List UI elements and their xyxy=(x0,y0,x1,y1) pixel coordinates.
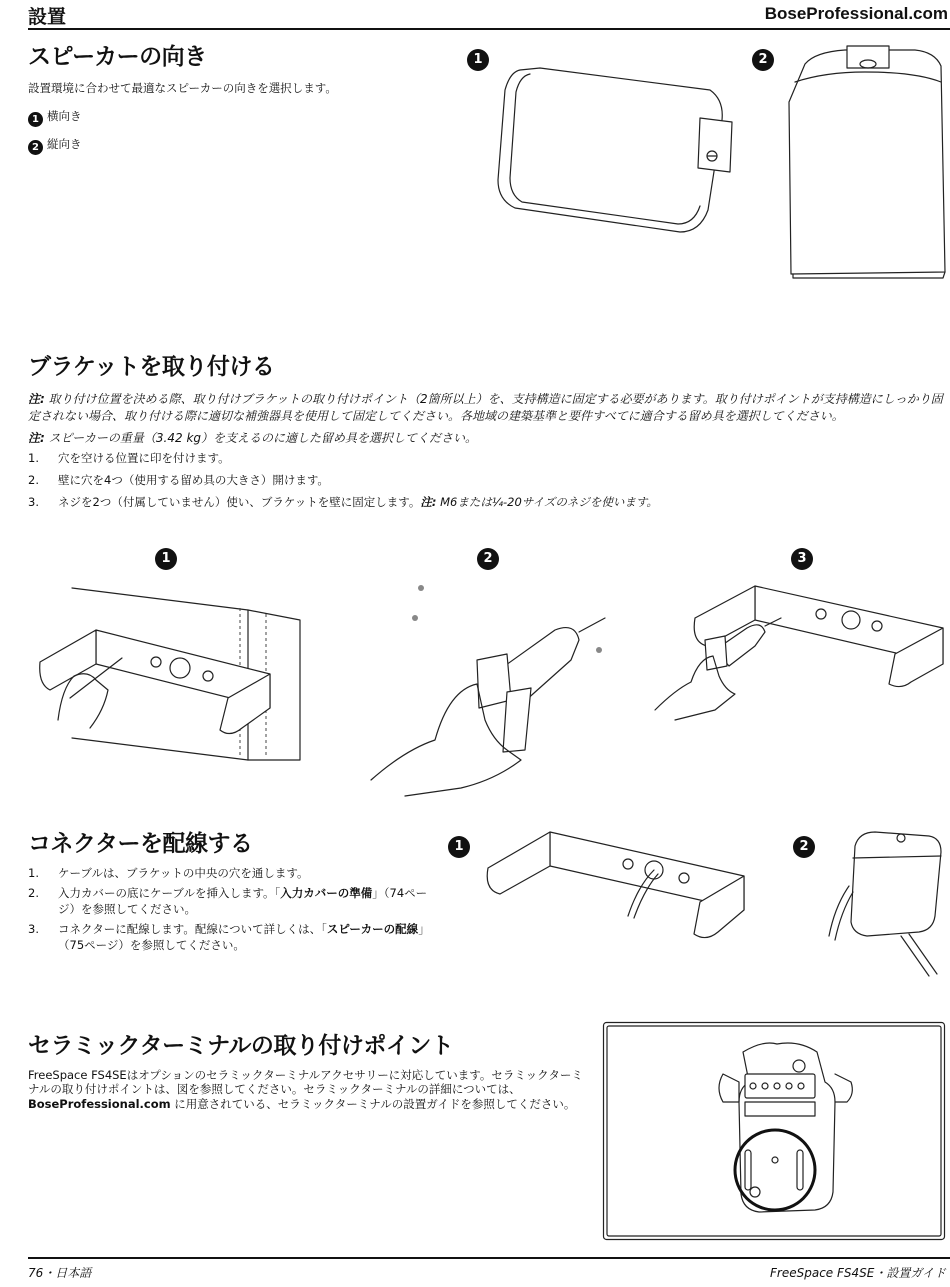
speaker-horizontal-illustration xyxy=(490,60,750,240)
fasten-bracket-illustration xyxy=(655,580,950,740)
header-rule xyxy=(28,28,950,30)
note-text: 取り付け位置を決める際、取り付けブラケットの取り付けポイント（2箇所以上）を、支持構造に固定する必要があります。取り付けポイントが支持構造にしっかり固定されない場合、取り付ける際に適切な補強器具を使用して固定してください。各地域の建築基準と要件すべてに適合する留め具を選択してください。 xyxy=(28,392,943,424)
step-text-wrap xyxy=(58,495,658,511)
bracket-step-2 xyxy=(28,473,928,491)
input-cover-illustration xyxy=(825,826,950,986)
ceramic-heading: セラミックターミナルの取り付けポイント xyxy=(28,1033,454,1059)
orientation-item-label: 縦向き xyxy=(47,137,82,151)
step-text-wrap xyxy=(58,886,438,917)
ceramic-text: FreeSpace FS4SEはオプションのセラミックターミナルアクセサリーに対応しています。セラミックターミナルの取り付けポイントは、図を参照してください。セラミックターミナルの詳細については、 xyxy=(28,1068,583,1097)
wiring-step-2 xyxy=(28,886,438,920)
ceramic-site-link: BoseProfessional.com xyxy=(28,1096,171,1111)
note-text: スピーカーの重量（3.42 kg）を支えるのに適した留め具を選択してください。 xyxy=(44,431,478,445)
footer-rule xyxy=(28,1257,950,1259)
orientation-item-label: 横向き xyxy=(47,109,82,123)
step-number: 2. xyxy=(28,473,39,487)
ceramic-description xyxy=(28,1068,593,1111)
step-text: 穴を空ける位置に印を付けます。 xyxy=(58,451,230,465)
ceramic-text: に用意されている、セラミックターミナルの設置ガイドを参照してください。 xyxy=(170,1096,576,1111)
mark-holes-illustration xyxy=(30,580,310,770)
step-number: 1. xyxy=(28,451,39,465)
bracket-heading: ブラケットを取り付ける xyxy=(28,354,275,380)
figure-number-badge: 1 xyxy=(448,836,470,858)
note-label: 注: xyxy=(420,495,437,509)
step-text-wrap xyxy=(58,922,438,953)
step-text: ケーブルは、ブラケットの中央の穴を通します。 xyxy=(58,866,309,880)
wiring-heading: コネクターを配線する xyxy=(28,831,253,857)
step-text: 壁に穴を4つ（使用する留め具の大きさ）開けます。 xyxy=(58,473,329,487)
orientation-heading: スピーカーの向き xyxy=(28,44,207,70)
document-title: FreeSpace FS4SE・設置ガイド xyxy=(770,1266,946,1280)
cable-through-bracket-illustration xyxy=(478,826,768,956)
bracket-note-2 xyxy=(28,430,946,447)
step-number-badge: 2 xyxy=(28,140,43,155)
section-title: 設置 xyxy=(28,6,67,28)
step-number: 2. xyxy=(28,886,39,900)
step-text: 入力カバーの底にケーブルを挿入します。「 xyxy=(58,886,281,900)
step-text: 」（75ページ）を参照してください。 xyxy=(58,922,430,952)
figure-number-badge: 1 xyxy=(155,548,177,570)
figure-number-badge: 3 xyxy=(791,548,813,570)
bracket-step-1 xyxy=(28,451,928,469)
step-link: スピーカーの配線 xyxy=(326,922,419,936)
orientation-item-2 xyxy=(28,136,82,155)
site-name: BoseProfessional.com xyxy=(764,4,948,23)
figure-number-badge: 1 xyxy=(467,49,489,71)
step-number: 3. xyxy=(28,922,39,936)
note-label: 注: xyxy=(28,392,45,406)
wiring-step-3 xyxy=(28,922,438,956)
wiring-step-1 xyxy=(28,866,438,884)
figure-number-badge: 2 xyxy=(793,836,815,858)
step-text: 」（74ページ）を参照してください。 xyxy=(58,886,428,916)
note-label: 注: xyxy=(28,431,45,445)
figure-number-badge: 2 xyxy=(752,49,774,71)
page-number: 76・日本語 xyxy=(28,1266,92,1280)
speaker-vertical-illustration xyxy=(785,42,950,287)
step-number: 1. xyxy=(28,866,39,880)
step-text: コネクターに配線します。配線について詳しくは、「 xyxy=(58,922,327,936)
step-number-badge: 1 xyxy=(28,112,43,127)
figure-number-badge: 2 xyxy=(477,548,499,570)
drill-illustration xyxy=(365,580,615,800)
ceramic-terminal-illustration xyxy=(603,1022,945,1240)
step-text: ネジを2つ（付属していません）使い、ブラケットを壁に固定します。 xyxy=(58,495,421,509)
note-text: M6または¼-20サイズのネジを使います。 xyxy=(436,495,658,509)
step-link: 入力カバーの準備 xyxy=(280,886,373,900)
step-number: 3. xyxy=(28,495,39,509)
bracket-note-1 xyxy=(28,391,946,425)
orientation-intro: 設置環境に合わせて最適なスピーカーの向きを選択します。 xyxy=(28,81,337,95)
orientation-item-1 xyxy=(28,108,82,127)
bracket-step-3 xyxy=(28,495,928,513)
